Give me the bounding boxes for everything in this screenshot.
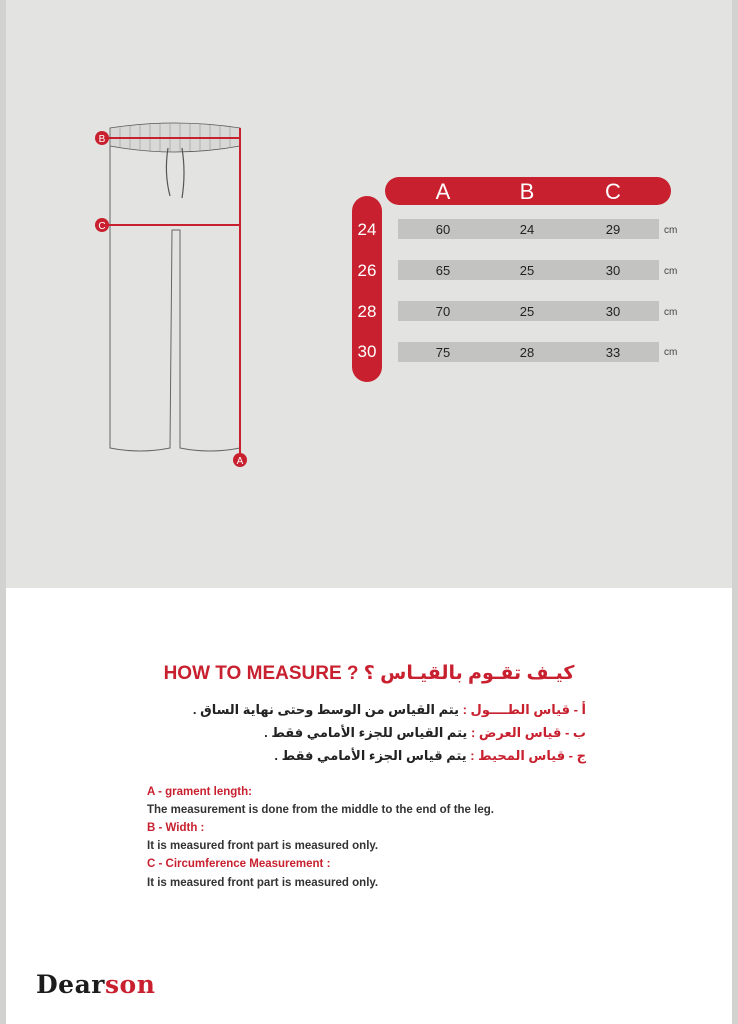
page-edge-right	[732, 0, 738, 1024]
logo-text-son: son	[104, 970, 156, 999]
svg-text:A: A	[236, 456, 244, 467]
size-label: 24	[357, 220, 377, 239]
english-text: It is measured front part is measured only.	[147, 840, 379, 852]
english-text: The measurement is done from the middle to the end of the leg.	[147, 804, 494, 816]
arabic-label: ب - قياس العرض :	[470, 725, 586, 740]
column-header-b: B	[519, 179, 535, 204]
value-b: 25	[519, 304, 535, 319]
size-label: 26	[357, 261, 377, 280]
value-c: 29	[605, 222, 621, 237]
value-a: 70	[435, 304, 451, 319]
unit-label: cm	[664, 347, 678, 358]
arabic-text: يتم القياس من الوسط وحتى نهاية الساق .	[192, 702, 463, 717]
value-b: 25	[519, 263, 535, 278]
brand-logo	[36, 970, 155, 999]
arabic-instruction	[193, 702, 586, 718]
pants-diagram	[90, 118, 260, 478]
logo-text-dear: Dear	[36, 970, 105, 999]
arabic-label: أ - قياس الطــــول :	[462, 702, 586, 717]
unit-label: cm	[664, 307, 678, 318]
value-a: 60	[435, 222, 451, 237]
svg-text:B: B	[98, 134, 106, 145]
value-a: 75	[435, 345, 451, 360]
arabic-text: يتم قياس الجزء الأمامي فقط .	[274, 748, 471, 763]
english-heading: A - grament length:	[147, 786, 252, 798]
page-edge-left	[0, 0, 6, 1024]
value-c: 33	[605, 345, 621, 360]
value-b: 24	[519, 222, 535, 237]
svg-text:C: C	[98, 221, 106, 232]
size-label: 28	[357, 302, 377, 321]
arabic-text: يتم القياس للجزء الأمامي فقط .	[264, 725, 471, 740]
unit-label: cm	[664, 225, 678, 236]
arabic-instruction	[264, 725, 586, 741]
english-text: It is measured front part is measured only.	[147, 877, 379, 889]
english-heading: B - Width :	[147, 822, 205, 834]
value-c: 30	[605, 263, 621, 278]
size-label: 30	[357, 342, 377, 361]
page-title: HOW TO MEASURE ? كيـف تقـوم بالقيـاس ؟	[163, 663, 575, 684]
column-header-c: C	[605, 179, 621, 204]
english-heading: C - Circumference Measurement :	[147, 858, 331, 870]
arabic-label: ج - قياس المحيط :	[470, 748, 586, 763]
value-c: 30	[605, 304, 621, 319]
drawstring	[166, 148, 184, 198]
arabic-instruction	[274, 748, 586, 764]
column-header-a: A	[435, 179, 451, 204]
pants-outline	[110, 146, 240, 451]
unit-label: cm	[664, 266, 678, 277]
value-a: 65	[435, 263, 451, 278]
value-b: 28	[519, 345, 535, 360]
